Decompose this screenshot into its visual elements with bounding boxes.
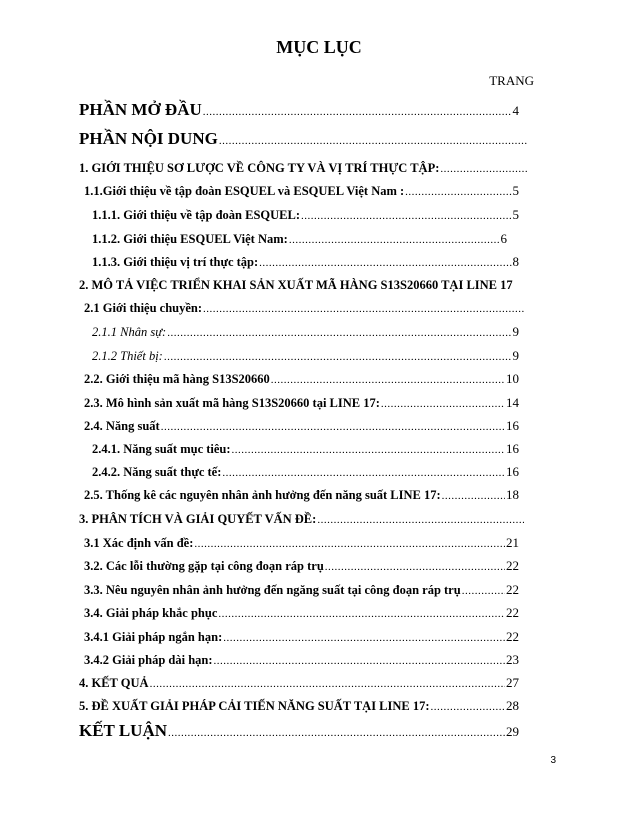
dot-leader	[440, 158, 527, 179]
toc-entry-section-1[interactable]	[79, 157, 528, 179]
toc-entry-label: 1.1.3. Giới thiệu vị trí thực tập:	[92, 255, 259, 269]
toc-entry-label: 2.4. Năng suất	[84, 419, 160, 433]
dot-leader	[161, 416, 505, 437]
toc-entry-label: 1.1.2. Giới thiệu ESQUEL Việt Nam:	[92, 232, 288, 246]
toc-entry-label: PHẦN MỞ ĐẦU	[79, 100, 202, 119]
dot-leader	[222, 462, 505, 483]
toc-entry-page: 14	[506, 395, 519, 410]
toc-entry-label: 2.4.1. Năng suất mục tiêu:	[92, 442, 231, 456]
toc-entry-label: 3.4. Giải pháp khắc phục	[84, 606, 218, 620]
toc-entry-page: 5	[512, 183, 519, 198]
dot-leader	[214, 650, 505, 671]
toc-entry-label: 1.1.1. Giới thiệu về tập đoàn ESQUEL:	[92, 208, 300, 222]
toc-entry-label: 1.1.Giới thiệu về tập đoàn ESQUEL và ESQUEL Việt Nam :	[84, 184, 405, 198]
toc-entry-1-1-2[interactable]	[92, 228, 507, 250]
dot-leader	[203, 100, 512, 122]
toc-entry-page: 27	[506, 675, 519, 690]
toc-entry-2-1-2[interactable]	[92, 345, 519, 367]
dot-leader	[289, 229, 500, 250]
dot-leader	[150, 673, 505, 694]
toc-entry-label: 2.1.2 Thiết bị:	[92, 349, 163, 363]
toc-entry-page: 21	[506, 535, 519, 550]
dot-leader	[325, 556, 505, 577]
page-number: 3	[550, 755, 556, 766]
page-title: MỤC LỤC	[276, 37, 362, 57]
toc-entry-1-1[interactable]	[84, 180, 519, 202]
dot-leader	[405, 181, 511, 202]
page-column-label: TRANG	[489, 73, 534, 88]
dot-leader	[381, 393, 505, 414]
dot-leader	[431, 696, 505, 717]
toc-entry-page: 5	[512, 207, 519, 222]
toc-entry-label: 2.2. Giới thiệu mã hàng S13S20660	[84, 372, 270, 386]
toc-entry-page: 22	[506, 582, 519, 597]
dot-leader	[194, 533, 505, 554]
toc-entry-page: 8	[512, 254, 519, 269]
toc-entry-3-4[interactable]	[84, 602, 519, 624]
toc-entry-section-3[interactable]	[79, 508, 525, 530]
toc-entry-page: 28	[506, 698, 519, 713]
toc-entry-2-1-1[interactable]	[92, 321, 519, 343]
toc-entry-label: PHẦN NỘI DUNG	[79, 129, 218, 148]
toc-entry-phan-mo-dau[interactable]	[79, 98, 519, 122]
dot-leader	[203, 298, 524, 319]
toc-entry-label: 1. GIỚI THIỆU SƠ LƯỢC VỀ CÔNG TY VÀ VỊ TRÍ THỰC TẬP:	[79, 161, 440, 175]
toc-entry-3-2[interactable]	[84, 555, 519, 577]
dot-leader	[167, 322, 511, 343]
toc-entry-label: 4. KẾT QUẢ	[79, 676, 149, 690]
toc-entry-label: 3.2. Các lỗi thường gặp tại công đoạn ráp trụ	[84, 559, 324, 573]
toc-entry-3-4-1[interactable]	[84, 626, 519, 648]
toc-entry-2-5[interactable]	[84, 484, 519, 506]
toc-entry-label: 2. MÔ TẢ VIỆC TRIỂN KHAI SẢN XUẤT MÃ HÀNG S13S20660 TẠI LINE 17	[79, 278, 513, 292]
toc-entry-label: 5. ĐỀ XUẤT GIẢI PHÁP CẢI TIẾN NĂNG SUẤT TẠI LINE 17:	[79, 699, 430, 713]
toc-entry-label: 3.4.2 Giải pháp dài hạn:	[84, 653, 213, 667]
toc-entry-page: 23	[506, 652, 519, 667]
dot-leader	[218, 603, 505, 624]
toc-entry-page: 4	[512, 103, 519, 118]
toc-entry-3-1[interactable]	[84, 532, 519, 554]
toc-entry-section-4[interactable]	[79, 672, 519, 694]
toc-entry-3-4-2[interactable]	[84, 649, 519, 671]
toc-entry-page: 6	[500, 231, 507, 246]
toc-entry-page: 9	[512, 348, 519, 363]
toc-entry-page: 22	[506, 558, 519, 573]
toc-entry-2-4[interactable]	[84, 415, 519, 437]
toc-entry-label: 2.1.1 Nhân sự:	[92, 325, 167, 339]
toc-entry-page: 22	[506, 605, 519, 620]
toc-entry-section-5[interactable]	[79, 695, 519, 717]
toc-entry-page: 9	[512, 324, 519, 339]
dot-leader	[462, 580, 505, 601]
toc-entry-page: 16	[506, 441, 519, 456]
dot-leader	[168, 721, 505, 743]
dot-leader	[219, 129, 527, 151]
toc-entry-section-2[interactable]	[79, 274, 552, 296]
toc-entry-page: 16	[506, 418, 519, 433]
toc-entry-label: KẾT LUẬN	[79, 721, 168, 740]
toc-entry-label: 2.1 Giới thiệu chuyền:	[84, 301, 203, 315]
toc-entry-2-2[interactable]	[84, 368, 519, 390]
dot-leader	[232, 439, 505, 460]
toc-entry-3-3[interactable]	[84, 579, 519, 601]
dot-leader	[223, 627, 505, 648]
toc-entry-1-1-3[interactable]	[92, 251, 519, 273]
dot-leader	[442, 485, 505, 506]
toc-entry-label: 3.3. Nêu nguyên nhân ảnh hưởng đến ngăng suất tại công đoạn ráp trụ	[84, 583, 461, 597]
toc-entry-page: 16	[506, 464, 519, 479]
toc-entry-2-3[interactable]	[84, 392, 519, 414]
toc-entry-phan-noi-dung[interactable]	[79, 127, 528, 151]
dot-leader	[271, 369, 505, 390]
toc-entry-label: 2.5. Thống kê các nguyên nhân ảnh hưởng đến năng suất LINE 17:	[84, 488, 441, 502]
toc-entry-page: 18	[506, 487, 519, 502]
toc-entry-page: 22	[506, 629, 519, 644]
toc-entry-2-1[interactable]	[84, 297, 525, 319]
toc-entry-page: 10	[506, 371, 519, 386]
toc-entry-2-4-2[interactable]	[92, 461, 519, 483]
toc-entry-2-4-1[interactable]	[92, 438, 519, 460]
dot-leader	[301, 205, 512, 226]
toc-entry-label: 2.3. Mô hình sản xuất mã hàng S13S20660 tại LINE 17:	[84, 396, 380, 410]
toc-entry-label: 3.4.1 Giải pháp ngắn hạn:	[84, 630, 223, 644]
dot-leader	[317, 509, 524, 530]
toc-entry-page: 29	[506, 724, 519, 739]
dot-leader	[164, 346, 512, 367]
toc-entry-label: 3. PHÂN TÍCH VÀ GIẢI QUYẾT VẤN ĐỀ:	[79, 512, 317, 526]
toc-entry-label: 2.4.2. Năng suất thực tế:	[92, 465, 222, 479]
toc-entry-ket-luan[interactable]	[79, 719, 519, 743]
dot-leader	[259, 252, 511, 273]
toc-entry-label: 3.1 Xác định vấn đề:	[84, 536, 194, 550]
toc-entry-1-1-1[interactable]	[92, 204, 519, 226]
